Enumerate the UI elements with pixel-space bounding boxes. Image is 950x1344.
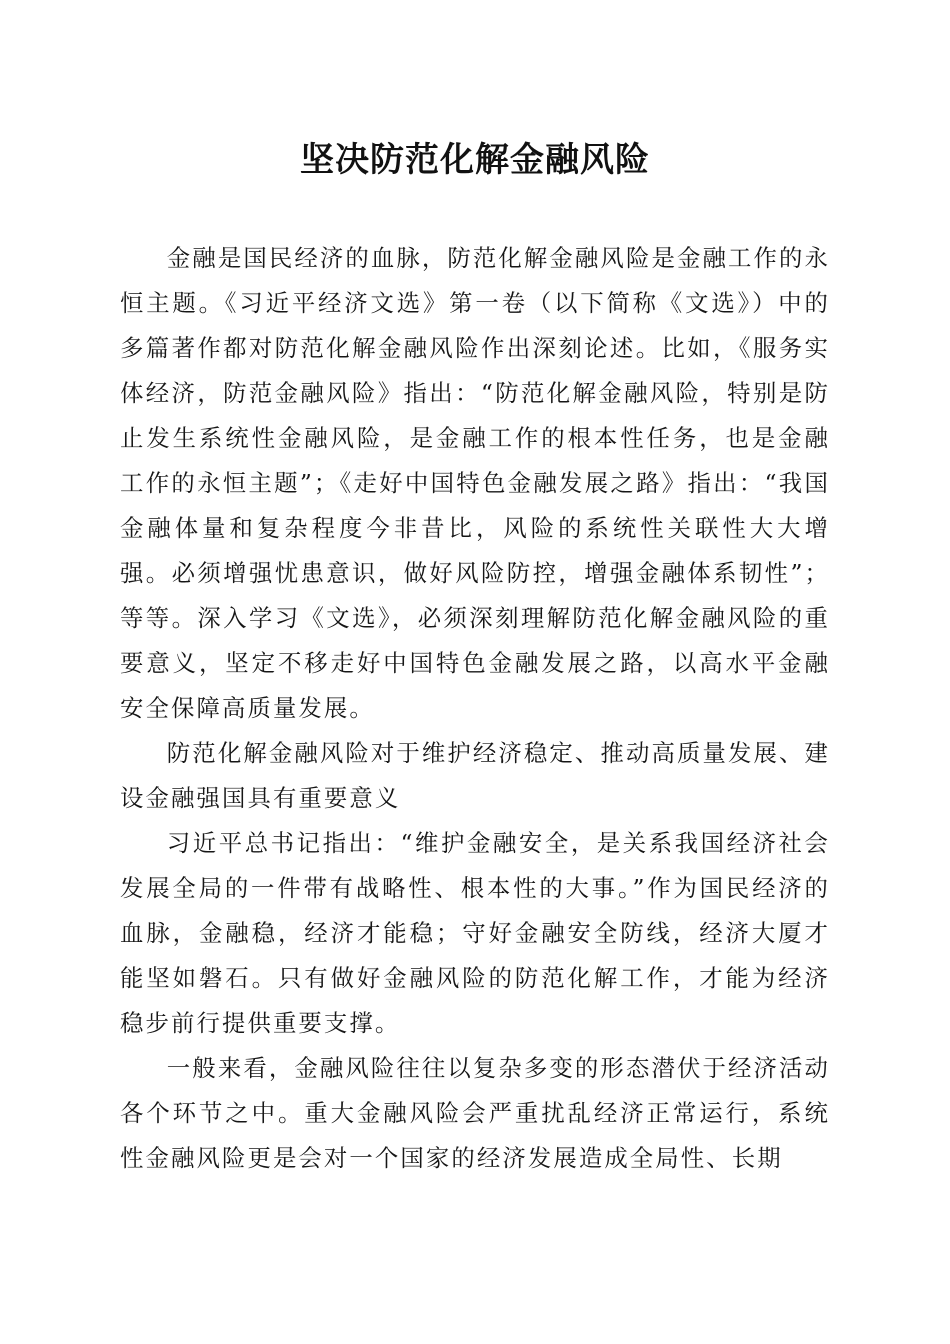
document-body xyxy=(120,236,830,1181)
paragraph-quote: 习近平总书记指出：“维护金融安全，是关系我国经济社会发展全局的一件带有战略性、根本性的大事。”作为国民经济的血脉，金融稳，经济才能稳；守好金融安全防线，经济大厦才能坚如磐石。只有做好金融风险的防范化解工作，才能为经济稳步前行提供重要支撑。 xyxy=(120,829,830,1037)
paragraph-risk-analysis: 一般来看，金融风险往往以复杂多变的形态潜伏于经济活动各个环节之中。重大金融风险会严重扰乱经济正常运行，系统性金融风险更是会对一个国家的经济发展造成全局性、长期 xyxy=(120,1054,830,1172)
document-title: 坚决防范化解金融风险 xyxy=(300,140,650,180)
paragraph-intro: 金融是国民经济的血脉，防范化解金融风险是金融工作的永恒主题。《习近平经济文选》第一卷（以下简称《文选》）中的多篇著作都对防范化解金融风险作出深刻论述。比如，《服务实体经济，防范金融风险》指出：“防范化解金融风险，特别是防止发生系统性金融风险，是金融工作的根本性任务，也是金融工作的永恒主题”；《走好中国特色金融发展之路》指出：“我国金融体量和复杂程度今非昔比，风险的系统性关联性大大增强。必须增强忧患意识，做好风险防控，增强金融体系韧性”；等等。深入学习《文选》，必须深刻理解防范化解金融风险的重要意义，坚定不移走好中国特色金融发展之路，以高水平金融安全保障高质量发展。 xyxy=(120,244,830,722)
paragraph-section-heading: 防范化解金融风险对于维护经济稳定、推动高质量发展、建设金融强国具有重要意义 xyxy=(120,739,830,812)
